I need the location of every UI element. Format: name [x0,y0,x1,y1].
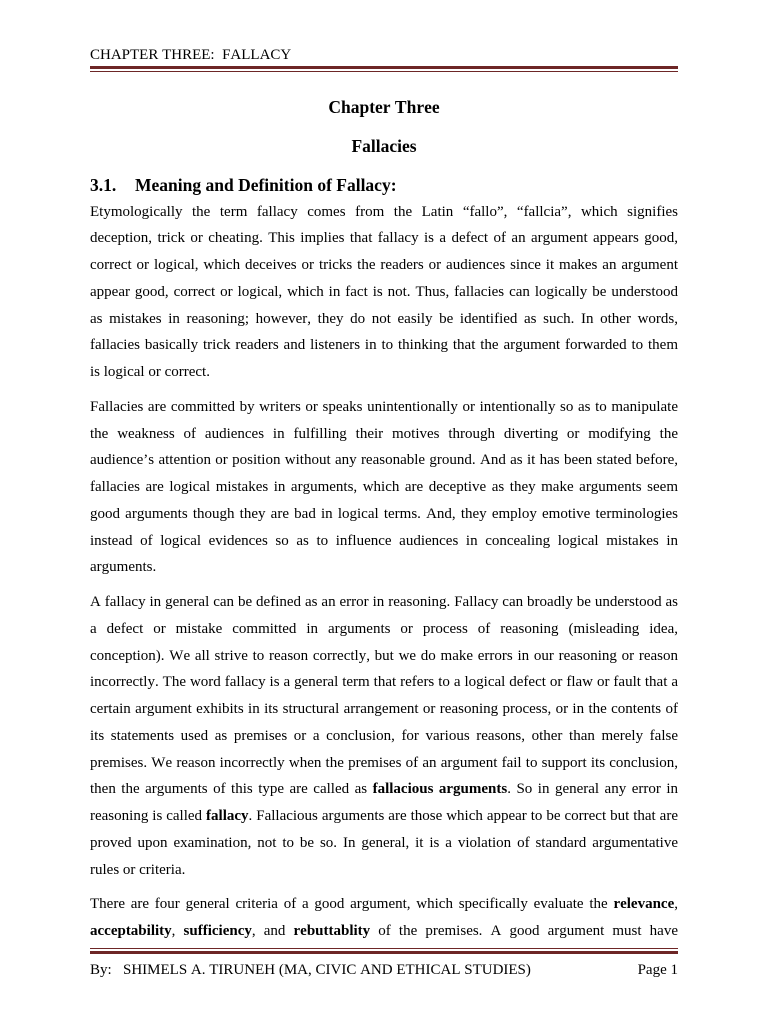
body-line: premises. We reason incorrectly when the premises of an argument fail to support its conclusion, [90,754,678,771]
body-line: incorrectly. The word fallacy is a general term that refers to a logical defect or flaw or fault that a [90,674,678,691]
body-line: conception). We all strive to reason correctly, but we do make errors in our reasoning or reason [90,647,678,664]
body-line [90,891,678,918]
body-line: a defect or mistake committed in arguments or process of reasoning (misleading idea, [90,620,678,637]
emphasized-term: relevance [613,896,675,913]
line-text: , and [251,923,294,940]
body-line: correct or logical, which deceives or tricks the readers or audiences since it makes an argument [90,257,678,274]
footer-by-label: By: [90,962,112,978]
emphasized-term: fallacy [206,808,249,825]
body-line: as mistakes in reasoning; however, they do not easily be identified as such. In other words, [90,310,678,327]
body-line [90,803,678,830]
emphasized-term: rebuttablity [293,923,371,940]
body-line [90,918,678,945]
body-paragraph [90,394,678,581]
body-line: Etymologically the term fallacy comes from the Latin “fallo”, “fallcia”, which signifies [90,203,678,220]
body-line: audience’s attention or position without any reasonable ground. And as it has been stated before, [90,452,678,469]
header-rule-thick [90,66,678,69]
body-line: proved upon examination, not to be so. In general, it is a violation of standard argumentative [90,834,678,851]
line-text: There are four general criteria of a good argument, which specifically evaluate the [90,896,614,913]
body-line: appear good, correct or logical, which in fact is not. Thus, fallacies can logically be understood [90,283,678,300]
body-line: rules or criteria. [90,861,186,878]
emphasized-term: fallacious arguments [372,781,508,798]
body-line: fallacies are logical mistakes in arguments, which are deceptive as they make arguments seem [90,479,678,496]
running-header-title: CHAPTER THREE: FALLACY [90,47,292,63]
header-rule-thin [90,71,678,72]
page-number: Page 1 [637,962,678,978]
body-line: good arguments though they are bad in logical terms. And, they employ emotive terminologies [90,505,678,522]
footer-author: SHIMELS A. TIRUNEH (MA, CIVIC AND ETHICAL STUDIES) [123,962,531,978]
body-line: A fallacy in general can be defined as an error in reasoning. Fallacy can broadly be understood as [90,594,678,611]
footer-rule-thin [90,948,678,949]
body-line [90,776,678,803]
body-line: fallacies basically trick readers and listeners in to thinking that the argument forwarded to them [90,337,678,354]
line-text: . So in general any error in [507,781,678,798]
body-line: is logical or correct. [90,364,210,381]
body-line: certain argument exhibits in its structural arrangement or reasoning process, or in the contents of [90,701,678,718]
line-text: , [674,896,678,913]
body-text [90,199,678,945]
body-line: the weakness of audiences in fulfilling their motives through diverting or modifying the [90,425,678,442]
body-line: Fallacies are committed by writers or speaks unintentionally or intentionally so as to manipulate [90,398,678,415]
body-line: its statements used as premises or a conclusion, for various reasons, other than merely false [90,727,678,744]
body-line: arguments. [90,559,157,576]
body-line: deception, trick or cheating. This implies that fallacy is a defect of an argument appears good, [90,230,678,247]
body-paragraph [90,891,678,945]
line-text: reasoning is called [90,808,207,825]
section-number: 3.1. [90,175,117,195]
line-text: . Fallacious arguments are those which appear to be correct but that are [248,808,678,825]
emphasized-term: acceptability [90,923,172,940]
body-paragraph [90,199,678,386]
body-line: instead of logical evidences so as to influence audiences in concealing logical mistakes in [90,532,678,549]
footer-rule-thick [90,951,678,954]
body-paragraph [90,589,678,883]
line-text: , [171,923,184,940]
section-title: Meaning and Definition of Fallacy: [135,175,397,195]
line-text: then the arguments of this type are called as [90,781,373,798]
chapter-title: Fallacies [351,136,417,156]
line-text: of the premises. A good argument must have [370,923,678,940]
chapter-label: Chapter Three [328,97,440,117]
emphasized-term: sufficiency [183,923,252,940]
section-heading [90,174,397,196]
